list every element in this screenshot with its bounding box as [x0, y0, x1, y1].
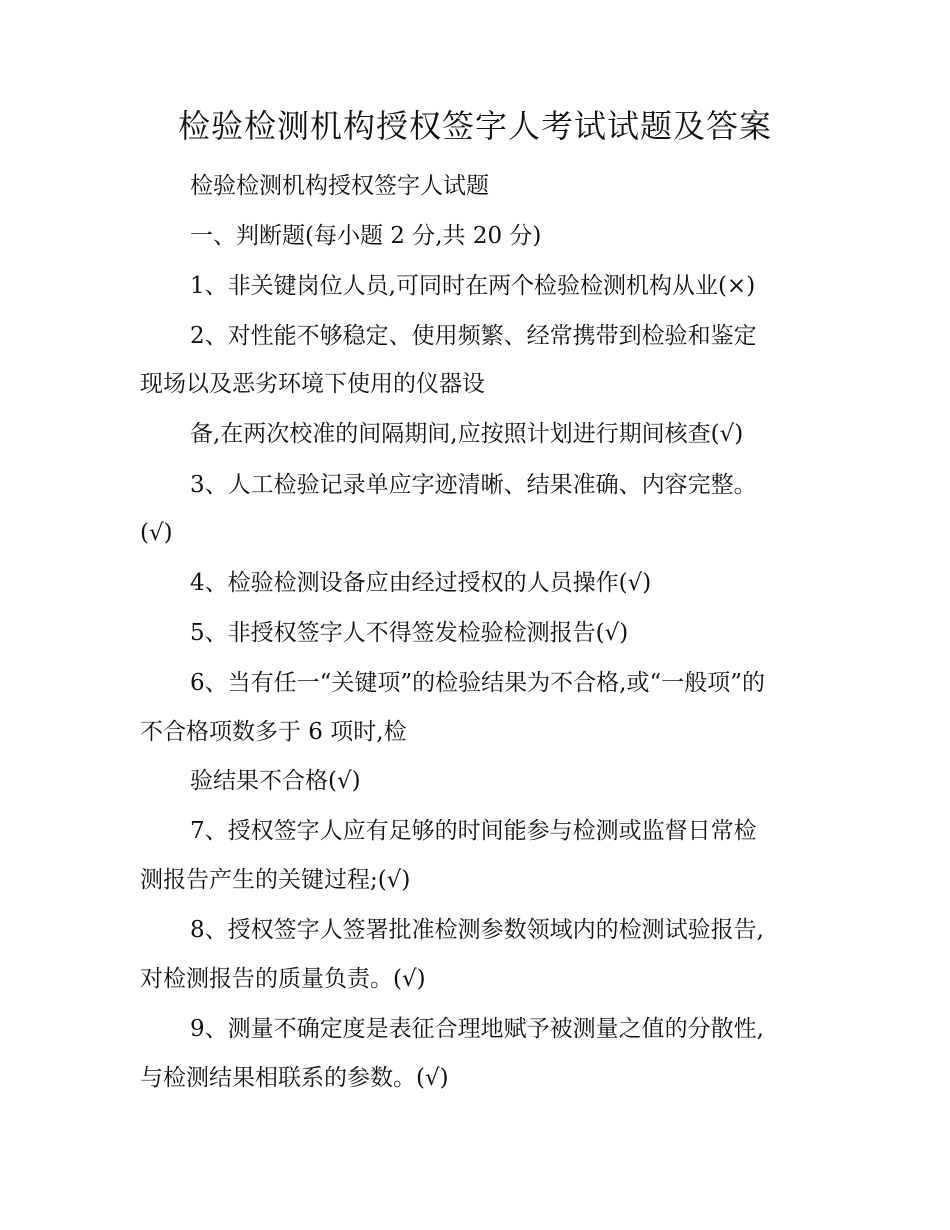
- question-3-line-2: (√): [140, 520, 173, 546]
- question-9-line-1: 9、测量不确定度是表征合理地赋予被测量之值的分散性,: [190, 1016, 764, 1042]
- question-9-line-2: 与检测结果相联系的参数。(√): [140, 1065, 449, 1091]
- question-8-line-1: 8、授权签字人签署批准检测参数领域内的检测试验报告,: [190, 917, 764, 943]
- question-5: 5、非授权签字人不得签发检验检测报告(√): [190, 620, 629, 646]
- question-7-line-2: 测报告产生的关键过程;(√): [140, 867, 411, 893]
- document-subtitle: 检验检测机构授权签字人试题: [190, 173, 489, 199]
- question-2-line-2: 现场以及恶劣环境下使用的仪器设: [140, 371, 485, 397]
- question-2-line-1: 2、对性能不够稳定、使用频繁、经常携带到检验和鉴定: [190, 323, 757, 349]
- document-title: 检验检测机构授权签字人考试试题及答案: [177, 107, 772, 145]
- question-7-line-1: 7、授权签字人应有足够的时间能参与检测或监督日常检: [190, 818, 757, 844]
- question-2-line-3: 备,在两次校准的间隔期间,应按照计划进行期间核查(√): [190, 421, 744, 447]
- question-3-line-1: 3、人工检验记录单应字迹清晰、结果准确、内容完整。: [190, 472, 757, 498]
- question-6-line-2: 不合格项数多于 6 项时,检: [140, 719, 407, 745]
- question-4: 4、检验检测设备应由经过授权的人员操作(√): [190, 570, 652, 596]
- question-6-line-3: 验结果不合格(√): [190, 768, 361, 794]
- question-8-line-2: 对检测报告的质量负责。(√): [140, 966, 426, 992]
- question-1: 1、非关键岗位人员,可同时在两个检验检测机构从业(×): [190, 273, 756, 299]
- section-heading: 一、判断题(每小题 2 分,共 20 分): [190, 223, 542, 249]
- question-6-line-1: 6、当有任一“关键项”的检验结果为不合格,或“一般项”的: [190, 670, 765, 696]
